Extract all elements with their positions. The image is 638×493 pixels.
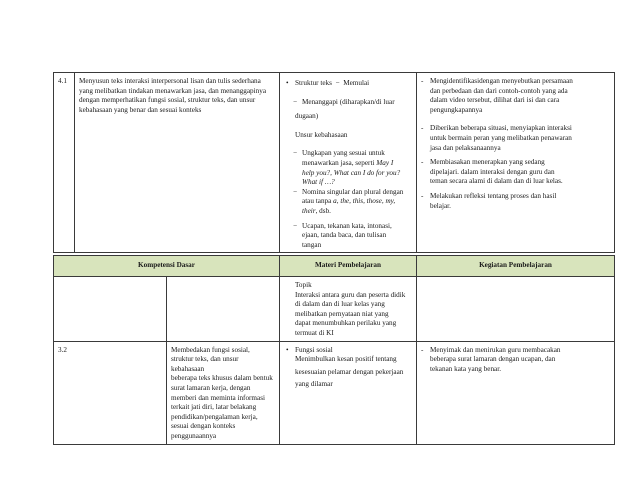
bullet-icon: • [286,345,289,354]
kd-line: kebahasaan yang benar dan sesuai konteks [79,105,202,114]
kegiatan-pembelajaran-cell [417,277,615,342]
header-materi-pembelajaran: Materi Pembelajaran [280,256,417,277]
kegiatan-line: Melakukan refleksi tentang proses dan hasil [430,191,557,200]
kegiatan-item [421,124,608,153]
kd-number-empty [54,277,167,342]
header-kegiatan-pembelajaran: Kegiatan Pembelajaran [417,256,615,277]
unsur-line: tangan [302,240,322,249]
kd-line: beberapa teks khusus dalam bentuk surat lamaran kerja, dengan [171,374,273,392]
topik-line: termuat di KI [295,328,334,337]
fungsi-line: kesesuaian pelamar dengan pekerjaan [295,367,404,376]
unsur-italic: What if …? [302,178,335,187]
unsur-italic: a, the, this, those, my, [333,197,396,206]
kegiatan-line: Diberikan beberapa situasi, menyiapkan interaksi [430,124,572,133]
unsur-kebahasaan-item [286,131,412,141]
kd-line: yang melibatkan tindakan menawarkan jasa, dan menanggapinya [79,86,267,95]
table-header-row [54,256,615,277]
kompetensi-dasar-cell [167,341,280,444]
dash-icon: - [421,191,424,200]
syllabus-table-top [53,72,615,253]
kd-line: pendidikan/pengalaman kerja, sesuai dengan konteks [171,412,258,431]
topik-line: di dalam dan di luar kelas yang [295,300,385,309]
unsur-line: Ungkapan yang sesuai untuk [302,149,385,158]
kegiatan-line: tekanan kata yang benar. [430,364,502,373]
topik-item [286,281,412,291]
kegiatan-line: beberapa surat lamaran dengan ucapan, dan [430,355,556,364]
dash-icon: - [421,124,424,133]
kegiatan-line: dipelajari. dalam interaksi dengan guru dan [430,167,555,176]
kegiatan-line: untuk bermain peran yang melibatkan penawaran [430,133,572,142]
kd-line: Membedakan fungsi sosial, struktur teks, dan unsur kebahasaan [171,345,250,373]
kd-line: penggunaannya [171,431,217,440]
kegiatan-line: Mengidentifikasidengan menyebutkan persamaan [430,77,573,85]
struktur-label: Struktur teks [295,79,332,87]
struktur-teks-item [286,79,412,89]
topik-label: Topik [295,281,312,289]
unsur-subitem [286,222,412,251]
kegiatan-line: belajar. [430,201,451,210]
kegiatan-item [421,192,608,211]
kd-number: 4.1 [54,73,75,253]
unsur-line: atau tanpa [302,197,332,206]
struktur-item-cont: dugaan) [295,112,319,121]
kegiatan-line: Menyimak dan menirukan guru membacakan [430,345,561,354]
kompetensi-dasar-cell [167,277,280,342]
dash-icon: - [421,158,424,167]
dash-icon: − [293,97,298,106]
kegiatan-line: dan perbedaan dan dari contoh-contoh yang ada [430,86,568,95]
unsur-line: ejaan, tanda baca, dan tulisan [302,231,387,240]
materi-pembelajaran-cell [280,73,417,253]
struktur-subitem [286,98,412,108]
kd-number: 3.2 [54,341,167,444]
unsur-subitem [286,188,412,217]
unsur-italic: help you?, What can I do for you? [302,168,401,177]
kegiatan-line: jasa dan pelaksanaannya [430,143,501,152]
fungsi-sosial-item [286,346,412,390]
kd-line: dengan memperhatikan fungsi sosial, struktur teks, dan unsur [79,96,256,105]
kegiatan-line: dalam video tersebut, dilihat dari isi dan cara [430,96,560,105]
checkbox-square-icon [286,281,295,291]
kegiatan-item [421,346,608,375]
kegiatan-item [421,77,608,115]
unsur-italic: their [302,206,316,215]
unsur-italic: May I [376,158,394,167]
fungsi-label: Fungsi sosial [295,345,333,354]
kompetensi-dasar-cell [75,73,280,253]
kegiatan-line: Membiasakan menerapkan yang sedang [430,158,545,167]
unsur-line: Nomina singular dan plural dengan [302,187,404,196]
struktur-item: Menanggapi (diharapkan/di luar [302,97,395,106]
topik-line: melibatkan pernyataan niat yang [295,309,389,318]
materi-pembelajaran-cell [280,277,417,342]
materi-pembelajaran-cell [280,341,417,444]
kegiatan-line: pengungkapannya [430,105,483,114]
kd-line: memberi dan meminta informasi terkait jati diri, latar belakang [171,393,266,412]
dash-icon: − [293,187,298,196]
table-row [54,73,615,253]
syllabus-table-bottom [53,255,615,445]
unsur-line: menawarkan jasa, seperti [302,158,375,167]
kegiatan-pembelajaran-cell [417,73,615,253]
topik-line: Interaksi antara guru dan peserta didik [295,290,406,299]
dash-icon: − [335,79,340,87]
kegiatan-item [421,158,608,187]
kd-line: Menyusun teks interaksi interpersonal lisan dan tulis sederhana [79,77,261,85]
unsur-label: Unsur kebahasaan [295,130,348,139]
checkbox-square-icon [286,131,295,141]
dash-icon: − [293,149,298,158]
kegiatan-pembelajaran-cell [417,341,615,444]
header-kompetensi-dasar: Kompetensi Dasar [54,256,280,277]
unsur-subitem [286,149,412,187]
table-row [54,341,615,444]
struktur-item: Memulai [343,79,370,87]
kegiatan-line: teman secara alami di dalam dan di luar kelas. [430,177,563,186]
unsur-line: Ucapan, tekanan kata, intonasi, [302,221,392,230]
dash-icon: - [421,77,424,85]
fungsi-line: Menimbulkan kesan positif tentang [295,355,397,364]
bullet-icon: • [286,79,289,87]
unsur-line: , dsb. [315,206,331,215]
topik-line: dapat menumbuhkan perilaku yang [295,319,397,328]
dash-icon: − [293,221,298,230]
dash-icon: - [421,345,424,354]
fungsi-line: yang dilamar [295,380,333,389]
table-row [54,277,615,342]
